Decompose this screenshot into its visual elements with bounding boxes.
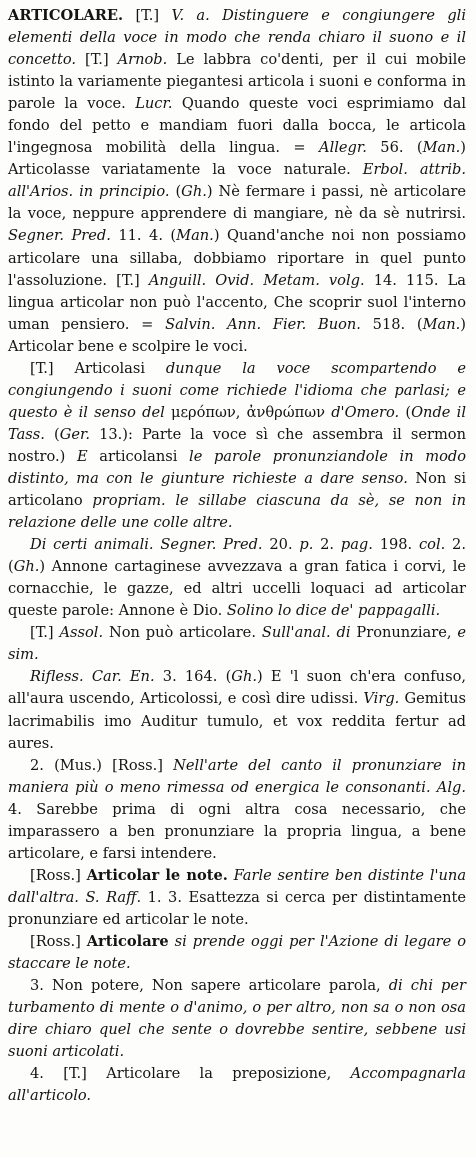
- roman-text: ) Quand'anche noi non possiamo articolare una sillaba, dobbiamo riportare in quel punto l'assoluzione. [T.]: [8, 227, 467, 289]
- roman-text: ) Articolasse variatamente la voce naturale.: [8, 139, 466, 179]
- entry-sense-paragraph: [8, 975, 466, 1063]
- roman-text: 4. Sarebbe prima di ogni altra cosa necessario, che imparassero a ben pronunziare la propria lingua, a bene articolare, e farsi intendere.: [8, 800, 466, 862]
- italic-text: Farle sentire ben distinte l'una dall'altra. S. Raff.: [8, 866, 467, 906]
- italic-text: Salvin. Ann. Fier. Buon.: [165, 315, 361, 333]
- italic-text: Virg.: [363, 690, 400, 708]
- roman-text: 3. Non potere, Non sapere articolare parola,: [30, 977, 389, 995]
- roman-text: [T.] Articolasi: [30, 359, 166, 377]
- italic-text: pag.: [340, 536, 373, 554]
- italic-text: p.: [299, 536, 314, 554]
- italic-text: Man.: [422, 139, 461, 157]
- entry-sense-paragraph: [8, 1063, 466, 1107]
- roman-text: ) Annone cartaginese avvezzava a gran fatica i corvi, le cornacchie, le gazze, ed altri uccelli loquaci ad articolar queste parole: Annone è Dio.: [8, 558, 466, 620]
- italic-text: Lucr.: [135, 95, 173, 113]
- roman-text: (: [44, 425, 60, 443]
- roman-text: 1. 3. Esattezza si cerca per distintamente pronunziare ed articolar le note.: [8, 888, 466, 928]
- roman-text: (: [399, 403, 412, 421]
- italic-text: E: [77, 447, 88, 465]
- italic-text: Ger.: [59, 425, 90, 443]
- italic-text: le parole pronunziandole in modo distinto, ma con le giunture richieste a dare senso.: [8, 447, 466, 487]
- roman-text: Pronunziare,: [350, 624, 458, 642]
- roman-text: Le labbra co'denti, per il cui mobile istinto la variamente piegantesi articola i suoni e conforma in parole la voce.: [8, 51, 466, 113]
- italic-text: Arnob.: [117, 51, 168, 69]
- entry-sense-paragraph: [8, 534, 466, 622]
- italic-text: Man.: [176, 227, 214, 245]
- roman-text: 11. 4. (: [110, 227, 177, 245]
- roman-text: Non può articolare.: [103, 624, 262, 642]
- entry-sense-paragraph: [8, 865, 466, 931]
- roman-text: 2. (Mus.) [Ross.]: [30, 756, 174, 774]
- roman-text: (: [169, 183, 182, 201]
- italic-text: d'Omero.: [331, 403, 400, 421]
- bold-term: Articolar le note.: [86, 866, 228, 884]
- roman-text: 20.: [262, 536, 300, 554]
- roman-text: Non si articolano: [8, 469, 467, 510]
- italic-text: Solino lo dice de' pappagalli.: [226, 602, 441, 620]
- italic-text: Man.: [422, 315, 461, 333]
- roman-text: [Ross.]: [30, 866, 87, 884]
- italic-text: dunque la voce scompartendo e congiungendo i suoni come richiede l'idioma che parlasi; e questo è il senso del: [8, 359, 466, 421]
- roman-text: Quando queste voci esprimiamo dal fondo del petto e mandiam fuori dalla bocca, le articola l'ingegnosa mobilità della lingua. =: [8, 95, 466, 157]
- roman-text: 518. (: [360, 315, 423, 333]
- roman-text: 198.: [372, 536, 419, 554]
- italic-text: Allegr.: [319, 139, 367, 157]
- roman-text: ) E 'l suon ch'era confuso, all'aura uscendo, Articolossi, e così dire udissi.: [8, 668, 466, 708]
- roman-text: 2. (: [8, 536, 466, 576]
- entry-sense-paragraph: [8, 931, 466, 975]
- italic-text: Onde il Tass.: [8, 403, 466, 443]
- italic-text: Rifless. Car. En.: [30, 668, 155, 686]
- roman-text: 14. 115. La lingua articolar non può l'accento, Che scoprir suol l'interno uman pensiero. =: [8, 271, 467, 333]
- roman-text: Gemitus lacrimabilis imo Auditur tumulo, et vox reddita fertur ad aures.: [8, 690, 466, 752]
- roman-text: ) Articolar bene e scolpire le voci.: [8, 315, 466, 355]
- italic-text: e sim.: [8, 624, 467, 664]
- roman-text: 56. (: [366, 139, 423, 157]
- italic-text: si prende oggi per l'Azione di legare o staccare le note.: [8, 932, 466, 973]
- entry-sense-paragraph: [8, 755, 466, 865]
- italic-text: Gh.: [181, 183, 207, 201]
- bold-term: ARTICOLARE.: [8, 7, 124, 24]
- dictionary-entry-articolare: [8, 5, 466, 1107]
- italic-text: Accompagnarla all'articolo.: [8, 1065, 466, 1105]
- italic-text: propriam. le sillabe ciascuna da sè, se non in relazione delle une colle altre.: [8, 492, 466, 532]
- entry-sense-paragraph: [8, 666, 466, 754]
- italic-text: di chi per turbamento di mente o d'animo, o per altro, non sa o non osa dire chiaro quel che sente o dovrebbe sentire, sebbene usi suoni articolati.: [8, 977, 466, 1061]
- italic-text: Erbol. attrib. all'Arios. in principio.: [8, 161, 466, 201]
- roman-text: 4. [T.] Articolare la preposizione,: [30, 1065, 351, 1083]
- roman-text: [Ross.]: [30, 932, 87, 950]
- entry-sense-paragraph: [8, 358, 466, 534]
- entry-definition-paragraph: [8, 5, 466, 358]
- entry-sense-paragraph: [8, 622, 466, 666]
- italic-text: Segner. Pred.: [8, 227, 111, 245]
- italic-text: Gh.: [231, 668, 257, 686]
- roman-text: articolansi: [87, 447, 190, 465]
- italic-text: Sull'anal. di: [261, 624, 351, 642]
- roman-text: 13.): Parte la voce sì che assembra il sermon nostro.): [8, 425, 466, 465]
- roman-text: [T.]: [76, 51, 118, 69]
- roman-text: 3. 164. (: [154, 668, 232, 686]
- italic-text: col.: [418, 536, 446, 554]
- italic-text: Di certi animali. Segner. Pred.: [30, 536, 263, 554]
- italic-text: Anguill. Ovid. Metam. volg.: [148, 271, 365, 289]
- roman-text: μερόπων, ἀνθρώπων: [164, 403, 332, 421]
- roman-text: ) Nè fermare i passi, nè articolare la voce, neppure apprendere di mangiare, nè da sè nutrirsi.: [8, 183, 466, 223]
- roman-text: [T.]: [123, 7, 172, 24]
- italic-text: Gh.: [13, 558, 40, 576]
- italic-text: Assol.: [59, 624, 104, 642]
- bold-term: Articolare: [86, 932, 169, 950]
- roman-text: 2.: [313, 536, 341, 554]
- roman-text: [T.]: [30, 624, 60, 642]
- italic-text: Nell'arte del canto il pronunziare in maniera più o meno rimessa od energica le consonanti. Alg.: [8, 756, 466, 796]
- italic-text: V. a. Distinguere e congiungere gli elementi della voce in modo che renda chiaro il suono e il concetto.: [8, 7, 466, 69]
